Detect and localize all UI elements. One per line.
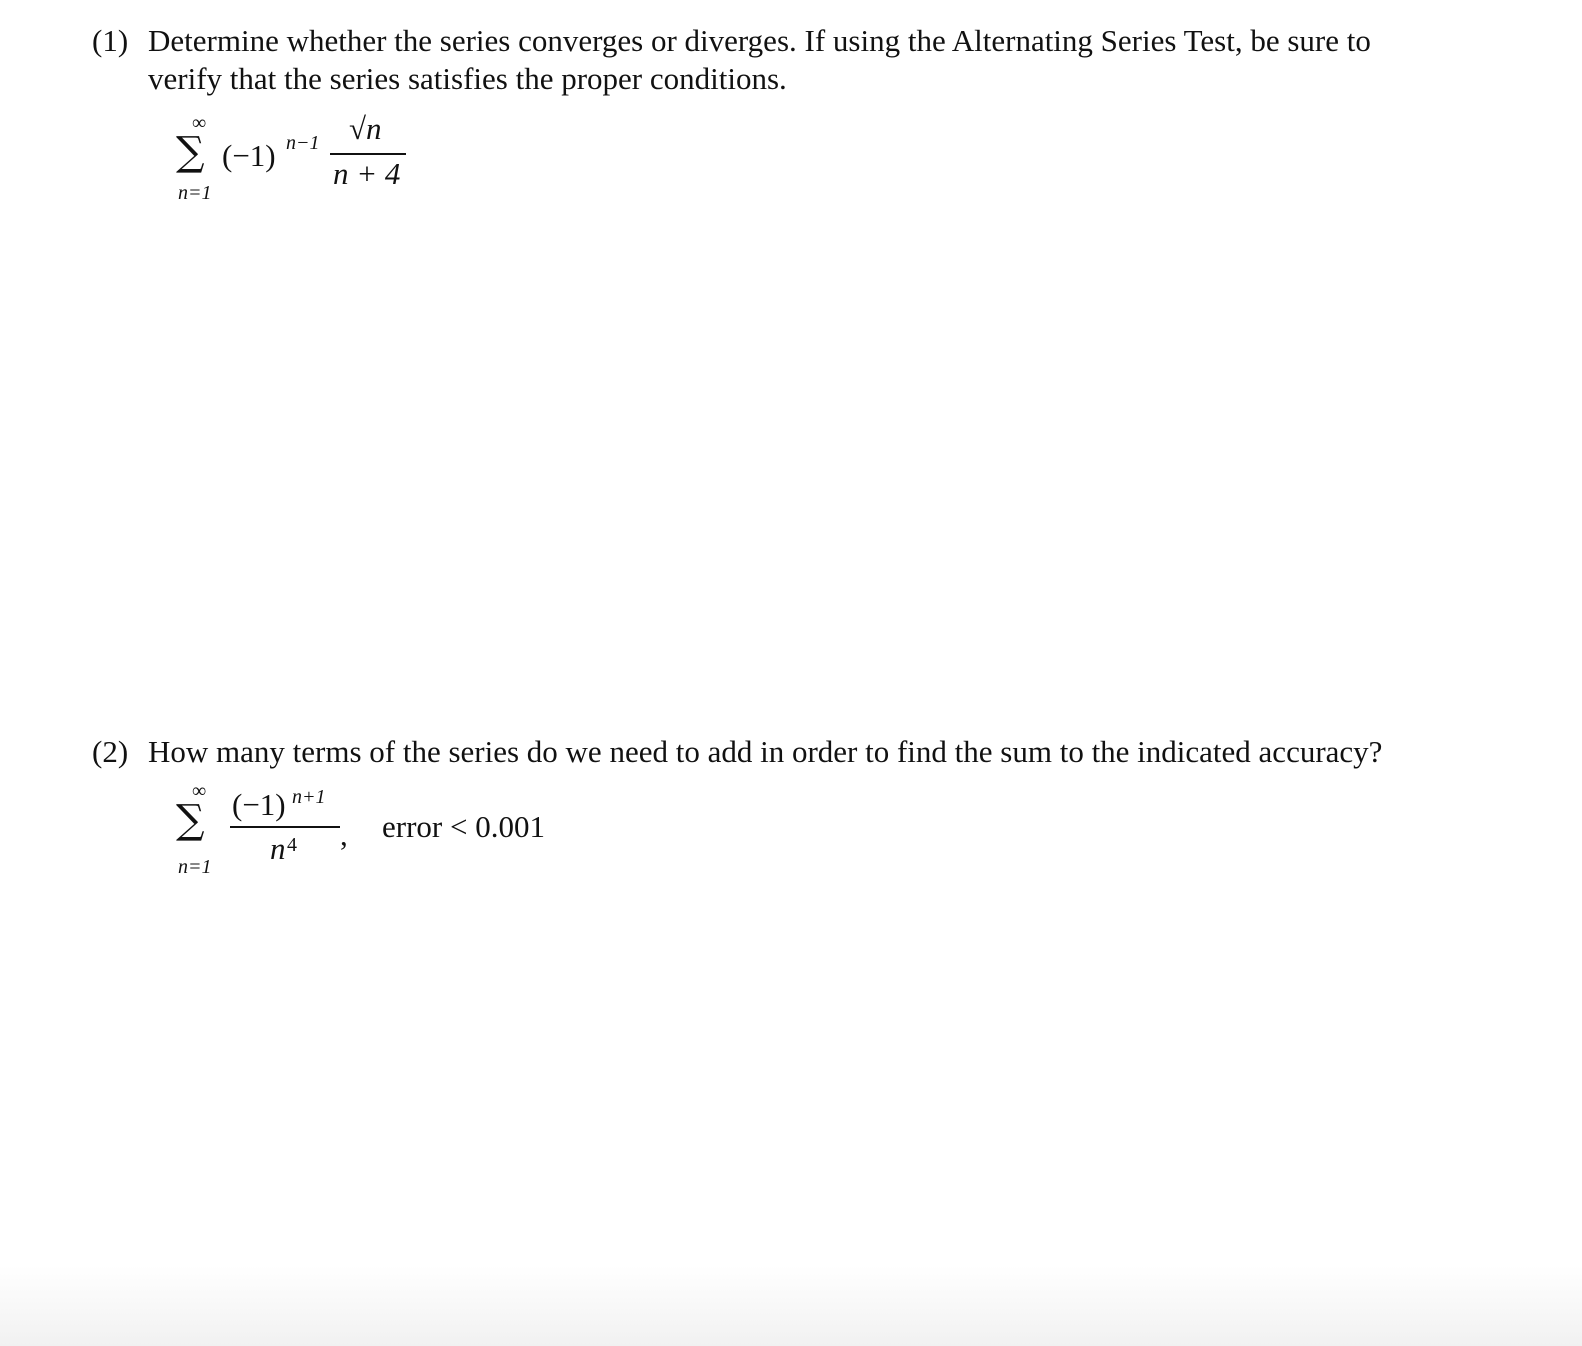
p2-sum-lower-limit: n=1 (178, 856, 212, 878)
p2-numerator-base: (−1) (232, 787, 286, 822)
problem2-text-line1: How many terms of the series do we need to add in order to find the sum to the indicated accuracy? (148, 734, 1383, 769)
p2-error-condition: error < 0.001 (382, 809, 545, 844)
problem1-text-line2: verify that the series satisfies the proper conditions. (148, 61, 787, 96)
p1-summation-symbol: ∑ (176, 129, 205, 175)
p2-sum-upper-limit: ∞ (192, 780, 207, 802)
problem1-text-line1: Determine whether the series converges or diverges. If using the Alternating Series Test, be sure to (148, 23, 1371, 58)
p1-sign-base: (−1) (222, 138, 276, 173)
p2-summation-symbol: ∑ (176, 797, 205, 843)
problem2-number: (2) (92, 734, 129, 769)
bottom-shadow (0, 1266, 1582, 1346)
p1-numerator: √n (349, 111, 382, 146)
p1-sign-exponent: n−1 (286, 132, 320, 154)
problem1-number: (1) (92, 23, 129, 58)
p2-trailing-comma: , (340, 817, 348, 852)
p2-denominator-exponent: 4 (287, 834, 297, 856)
p2-fraction-bar (230, 826, 340, 828)
p1-denominator: n + 4 (333, 156, 401, 191)
p1-sum-lower-limit: n=1 (178, 182, 212, 204)
p2-denominator-base: n (270, 831, 286, 866)
p1-sum-upper-limit: ∞ (192, 112, 207, 134)
p2-numerator-exponent: n+1 (292, 786, 326, 808)
p1-fraction-bar (330, 153, 406, 155)
